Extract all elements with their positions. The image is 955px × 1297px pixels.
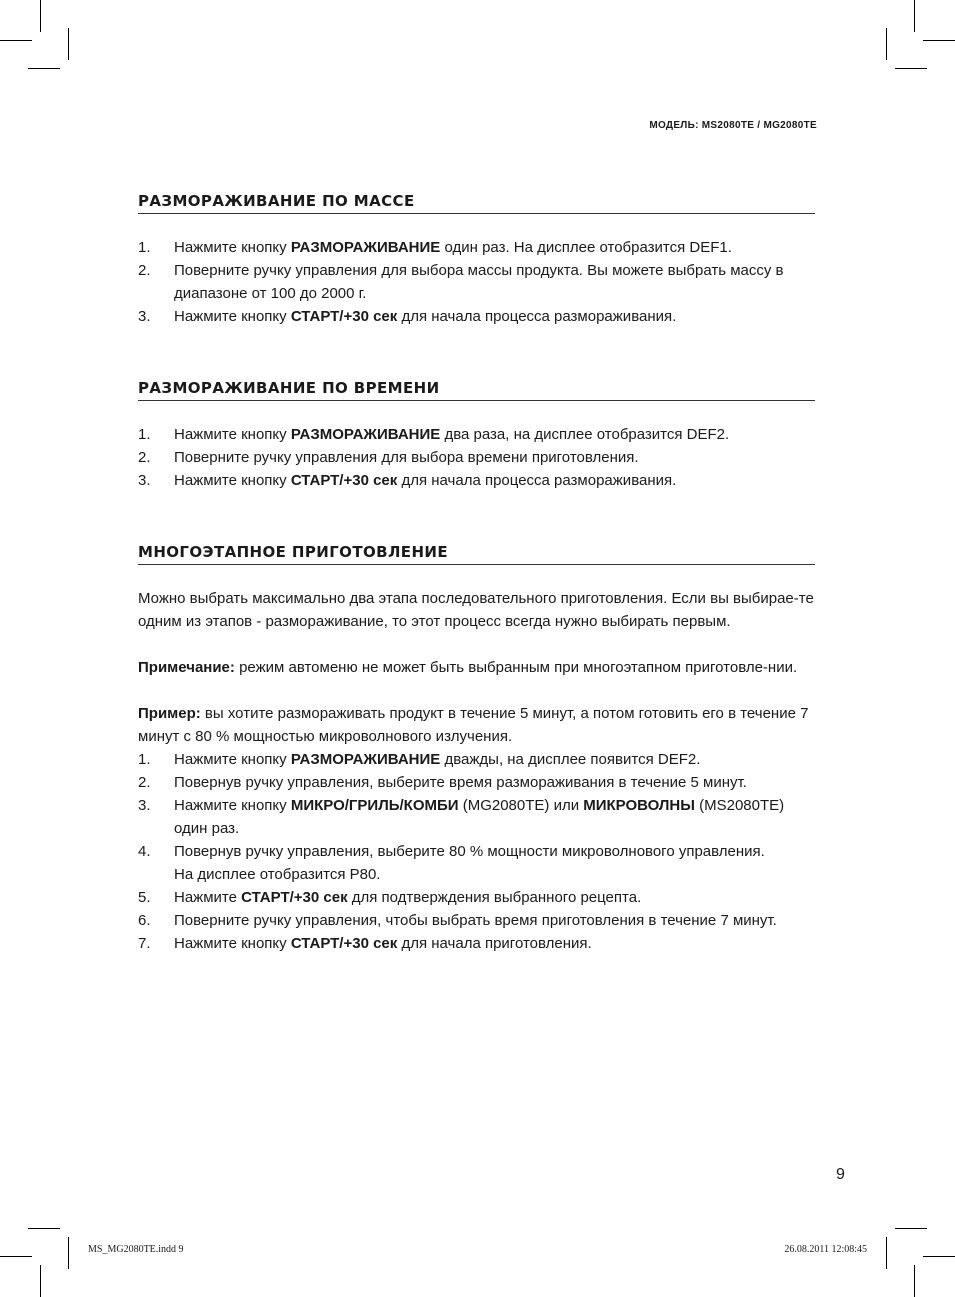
note-label: Примечание: [138, 659, 235, 676]
item-text: Нажмите кнопку [174, 751, 291, 768]
item-number: 6. [138, 912, 151, 929]
note-paragraph [138, 656, 815, 679]
item-text: дважды, на дисплее появится DEF2. [440, 751, 701, 768]
steps-list [138, 748, 815, 955]
list-item [138, 909, 815, 932]
crop-mark [895, 68, 927, 69]
crop-mark [40, 1265, 41, 1297]
item-text: Нажмите кнопку [174, 308, 291, 325]
item-text: На дисплее отобразится P80. [174, 866, 381, 883]
item-text: для подтверждения выбранного рецепта. [347, 889, 642, 906]
crop-mark [914, 0, 915, 32]
item-number: 3. [138, 797, 151, 814]
section-defrost-time [138, 379, 815, 492]
item-number: 2. [138, 262, 151, 279]
item-text: один раз. На дисплее отобразится DEF1. [440, 239, 732, 256]
item-bold: РАЗМОРАЖИВАНИЕ [290, 426, 441, 443]
example-paragraph [138, 702, 815, 748]
item-text: Нажмите кнопку [174, 239, 291, 256]
list-item [138, 236, 815, 259]
item-number: 2. [138, 774, 151, 791]
example-label: Пример: [138, 705, 201, 722]
item-text: Повернув ручку управления, выберите 80 % мощности микроволнового управления. [174, 843, 765, 860]
page-number: 9 [836, 1166, 845, 1183]
list-item [138, 446, 815, 469]
crop-mark [886, 1237, 887, 1269]
item-text: Нажмите кнопку [174, 426, 291, 443]
list-item [138, 932, 815, 955]
crop-mark [28, 68, 60, 69]
steps-list [138, 236, 815, 328]
item-text: Нажмите кнопку [174, 935, 291, 952]
item-bold: РАЗМОРАЖИВАНИЕ [290, 751, 441, 768]
crop-mark [923, 40, 955, 41]
crop-mark [40, 0, 41, 32]
list-item [138, 840, 815, 886]
section-multistage [138, 543, 815, 955]
item-number: 3. [138, 308, 151, 325]
crop-mark [0, 1256, 32, 1257]
list-item [138, 771, 815, 794]
crop-mark [68, 28, 69, 60]
item-bold: СТАРТ/+30 сек [241, 889, 348, 906]
item-bold: СТАРТ/+30 сек [290, 935, 398, 952]
crop-mark [914, 1265, 915, 1297]
list-item [138, 259, 815, 305]
item-text: для начала процесса размораживания. [397, 308, 677, 325]
section-title: МНОГОЭТАПНОЕ ПРИГОТОВЛЕНИЕ [138, 543, 815, 565]
item-text: Поверните ручку управления для выбора времени приготовления. [174, 449, 639, 466]
item-text: Поверните ручку управления для выбора массы продукта. Вы можете выбрать массу в диапазоне от 100 до 2000 г. [174, 262, 784, 302]
item-number: 2. [138, 449, 151, 466]
item-text: (MS2080TE) один раз. [174, 797, 785, 837]
steps-list [138, 423, 815, 492]
crop-mark [0, 40, 32, 41]
crop-mark [895, 1228, 927, 1229]
section-defrost-weight [138, 192, 815, 328]
item-number: 1. [138, 426, 151, 443]
item-number: 1. [138, 751, 151, 768]
item-text: два раза, на дисплее отобразится DEF2. [440, 426, 730, 443]
list-item [138, 748, 815, 771]
item-number: 5. [138, 889, 151, 906]
item-text: Нажмите кнопку [174, 797, 291, 814]
section-title: РАЗМОРАЖИВАНИЕ ПО МАССЕ [138, 192, 815, 214]
item-text: Поверните ручку управления, чтобы выбрать время приготовления в течение 7 минут. [174, 912, 777, 929]
list-item [138, 469, 815, 492]
item-number: 4. [138, 843, 151, 860]
item-text: (MG2080TE) или [458, 797, 584, 814]
list-item [138, 886, 815, 909]
intro-text: Можно выбрать максимально два этапа последовательного приготовления. Если вы выбирае-те одним из этапов - размораживание, то этот процесс всегда нужно выбирать первым. [138, 590, 814, 630]
list-item [138, 794, 815, 840]
item-number: 1. [138, 239, 151, 256]
slug-right: 26.08.2011 12:08:45 [784, 1244, 867, 1255]
item-text: Нажмите [174, 889, 242, 906]
item-text: для начала процесса размораживания. [397, 472, 677, 489]
item-bold: СТАРТ/+30 сек [290, 472, 398, 489]
list-item [138, 305, 815, 328]
intro-paragraph [138, 587, 815, 633]
crop-mark [28, 1228, 60, 1229]
item-bold: МИКРО/ГРИЛЬ/КОМБИ [290, 797, 459, 814]
item-number: 3. [138, 472, 151, 489]
item-bold: СТАРТ/+30 сек [290, 308, 398, 325]
item-bold: МИКРОВОЛНЫ [583, 797, 695, 814]
item-text: Нажмите кнопку [174, 472, 291, 489]
crop-mark [68, 1237, 69, 1269]
list-item [138, 423, 815, 446]
example-text: вы хотите размораживать продукт в течение 5 минут, а потом готовить его в течение 7 минут с 80 % мощностью микроволнового излучения. [138, 705, 809, 745]
slug-left: MS_MG2080TE.indd 9 [88, 1244, 184, 1255]
item-bold: РАЗМОРАЖИВАНИЕ [290, 239, 441, 256]
crop-mark [923, 1256, 955, 1257]
item-text: Повернув ручку управления, выберите время размораживания в течение 5 минут. [174, 774, 747, 791]
model-header: МОДЕЛЬ: MS2080TE / MG2080TE [649, 120, 817, 131]
item-text: для начала приготовления. [397, 935, 592, 952]
note-text: режим автоменю не может быть выбранным при многоэтапном приготовле-нии. [234, 659, 798, 676]
item-number: 7. [138, 935, 151, 952]
crop-mark [886, 28, 887, 60]
section-title: РАЗМОРАЖИВАНИЕ ПО ВРЕМЕНИ [138, 379, 815, 401]
